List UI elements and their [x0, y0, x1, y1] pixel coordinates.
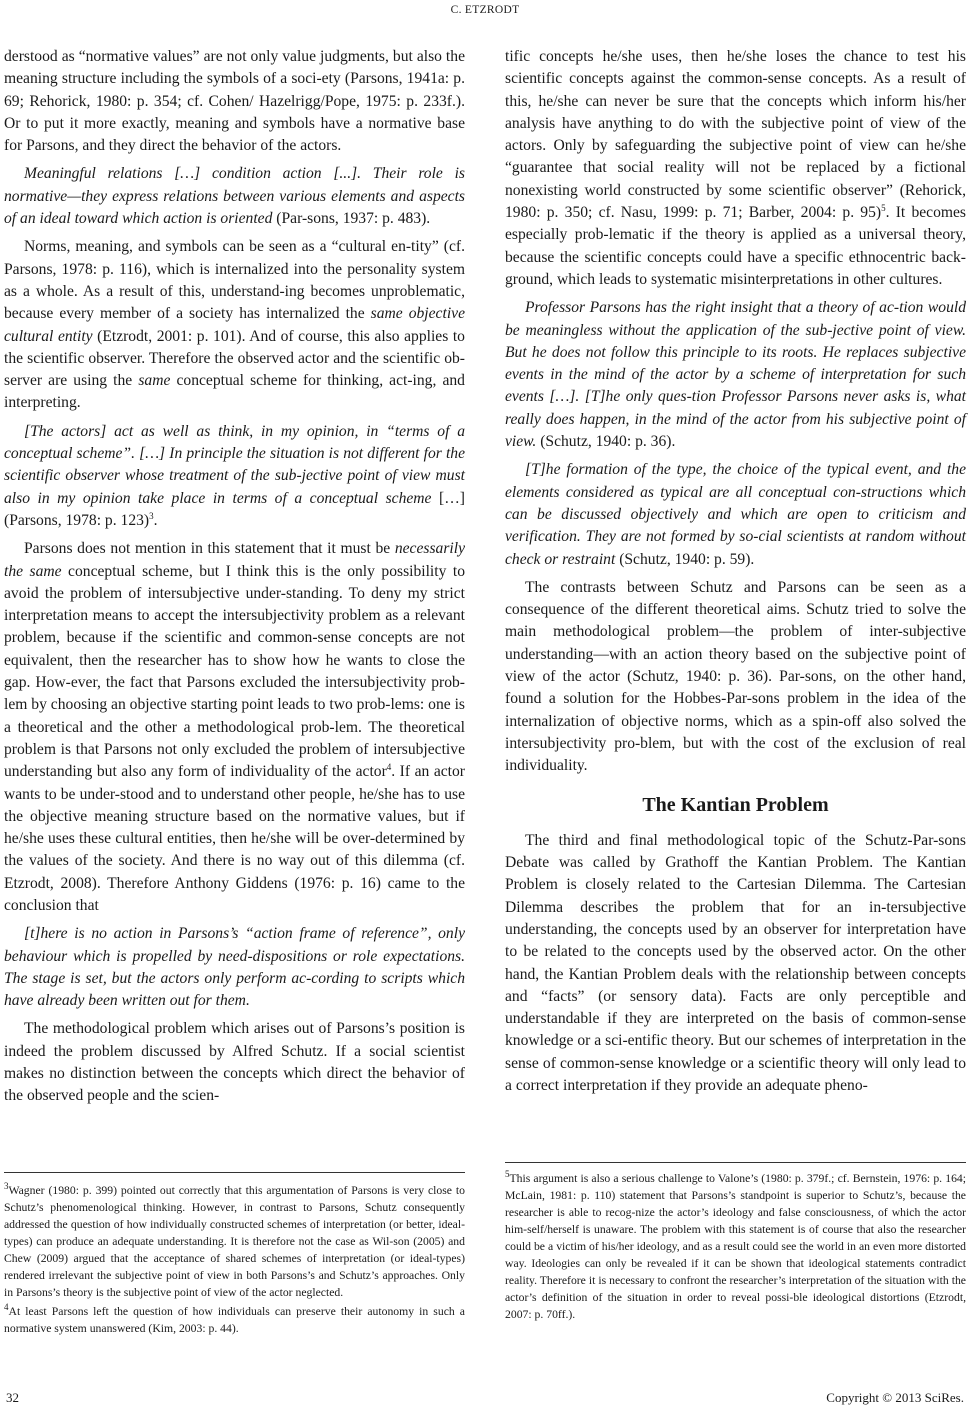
paragraph: Norms, meaning, and symbols can be seen as a “cultural en-tity” (cf. Parsons, 1978: p. 116), which is internalized into the personality system as a whole. As a result of this, understand-ing becomes unproblematic, because every member of a society has internalized the same objective cultural entity (Etzrodt, 2001: p. 101). And of course, this also applies to the scientific observer. Therefore the observed actor and the scientific ob-server are using the same conceptual scheme for thinking, act-ing, and interpreting.	[4, 238, 465, 412]
block-quote: [T]he formation of the type, the choice of the typical event, and the elements considered as typical are all conceptual con-structions which can be discussed objectively and which are open to criticism and verification. They are not formed by so-cial scientists at random without check or restraint (Schutz, 1940: p. 59).	[505, 461, 966, 568]
copyright: Copyright © 2013 SciRes.	[826, 1390, 964, 1405]
section-heading: The Kantian Problem	[642, 793, 829, 816]
paragraph: derstood as “normative values” are not only value judgments, but also the meaning structure including the symbols of a soci-ety (Parsons, 1941a: p. 69; Rehorick, 1980: p. 354; cf. Cohen/ Hazelrigg/Pope, 1975: p. 233f.). Or to put it more exactly, meaning and symbols have a normative base for Parsons, and they direct the behavior of the actors.	[4, 48, 465, 155]
page-number: 32	[6, 1390, 19, 1405]
paragraph: Parsons does not mention in this statement that it must be necessarily the same conceptual scheme, but I think this is the only possibility to avoid the problem of intersubjective under-standing. To deny my strict interpretation means to accept the intersubjectivity problem as a relevant problem, because if the scientific and common-sense concepts are not equivalent, then the researcher has to show how he wants to close the gap. How-ever, the fact that Parsons excluded the intersubjectivity prob-lem by choosing an objective starting point leads to two prob-lems: one is a theoretical and the other a methodological prob-lem. The theoretical problem is that Parsons not only excluded the problem of intersubjective understanding but also any form of individuality of the actor$^4$. If an actor wants to be under-stood and to understand other people, he/she has to use the objective meaning structure based on the normative values, but if he/she uses these cultural entities, then he/she will be over-determined by the values of the society. And there is no way out of this dilemma (cf. Etzrodt, 2008). Therefore Anthony Giddens (1976: p. 16) came to the conclusion that	[4, 540, 465, 914]
footnote-divider	[4, 1172, 465, 1173]
paragraph: tific concepts he/she uses, then he/she loses the chance to test his scientific concepts against the common-sense concepts. As a result of this, he/she can never be sure that the concepts which inform his/her analysis have anything to do with the subjective point of view of the actors. Only by safeguarding the subjective point of view can he/she “guarantee that social reality will not be replaced by a fictional nonexisting world constructed by some scientific observer” (Rehorick, 1980: p. 350; cf. Nasu, 1999: p. 71; Barber, 2004: p. 95)$^5$. It becomes especially prob-lematic if the theory is applied as a universal theory, because the scientific concepts could have a specific ethnocentric back-ground, which leads to systematic misinterpretations in other cultures.	[505, 48, 966, 288]
paragraph: The methodological problem which arises out of Parsons’s position is indeed the problem discussed by Alfred Schutz. If a social scientist makes no distinction between the concepts which direct the behavior of the observed people and the scien-	[4, 1020, 465, 1105]
paragraph: The third and final methodological topic of the Schutz-Par-sons Debate was called by Grathoff the Kantian Problem. The Kantian Problem is closely related to the Cartesian Dilemma. The Cartesian Dilemma describes the problem that for an in-tersubjective understanding, the concepts used by an observer for interpretation have to be related to the concepts used by the observed actor. On the other hand, the Kantian Problem deals with the relationship between concepts and “facts” (or sensory data). Facts are only perceptible and understandable if they are interpreted on the basis of common-sense knowledge or a sci-entific theory. But our schemes of interpretation in the sense of common-sense knowledge or a scientific theory will only lead to a correct interpretation if they provide an adequate pheno-	[505, 831, 966, 1095]
left-column	[4, 46, 465, 1114]
block-quote: Professor Parsons has the right insight that a theory of ac-tion would be meaningless without the application of the sub-jective point of view. But he does not follow this principle to its roots. He replaces subjective events in the mind of the actor by a scheme of interpretation for such events […]. [T]he only ques-tion Professor Parsons never asks is, what really does happen, in the mind of the actor from his subjective point of view. (Schutz, 1940: p. 36).	[505, 299, 966, 451]
footnote-5: $^5$This argument is also a serious challenge to Valone’s (1980: p. 379f.; cf. Bernstein, 1976: p. 164; McLain, 1981: p. 110) statement that Parsons’s standpoint is superior to Schutz’s, because the researcher is able to recog-nize the actor’s ideology and false consciousness, of which the actor him-self/herself is unaware. The problem with this statement is of course that also the researcher could be a victim of his/her ideology, and as a result could see the world in an even more distorted way. Ideologies can only be revealed if it can be shown that ideological statements contradict reality. Therefore it is necessary to confront the researcher’s interpretation of the situation with the actor’s definition of the situation in order to reveal possi-ble ideological distortions (Etzrodt, 2007: p. 70ff.).	[505, 1169, 966, 1321]
paragraph: The contrasts between Schutz and Parsons can be seen as a consequence of the different theoretical aims. Schutz tried to solve the main methodological problem—the problem of inter-subjective understanding—with an action theory based on the subjective point of view of the actor (Schutz, 1940: p. 36). Par-sons, on the other hand, found a solution for the Hobbes-Par-sons problem in the idea of the internalization of objective norms, which as a spin-off also solved the intersubjectivity pro-blem, but with the cost of the exclusion of real individuality.	[505, 578, 966, 775]
block-quote: [The actors] act as well as think, in my opinion, in “terms of a conceptual scheme”. […] In principle the situation is not different for the scientific observer whose treatment of the sub-jective point of view must also in my opinion take place in terms of a conceptual scheme […] (Parsons, 1978: p. 123)$^3$.	[4, 422, 465, 529]
right-column	[505, 46, 966, 1103]
footnote-ref[interactable]: 3	[149, 510, 154, 521]
footnote-4: $^4$At least Parsons left the question of how individuals can preserve their autonomy in such a normative system unanswered (Kim, 2003: p. 44).	[4, 1302, 465, 1335]
footnotes-right	[505, 1170, 966, 1325]
footnotes-left	[4, 1182, 465, 1339]
block-quote: [t]here is no action in Parsons’s “action frame of reference”, only behaviour which is propelled by need-dispositions or role expectations. The stage is set, but the actors only perform ac-cording to scripts which have already been written out for them.	[4, 925, 465, 1010]
block-quote: Meaningful relations […] condition action [...]. Their role is normative—they express relations between various elements and aspects of an ideal toward which action is oriented (Par-sons, 1937: p. 483).	[4, 165, 465, 228]
footnote-3: $^3$Wagner (1980: p. 399) pointed out correctly that this argumentation of Parsons is very close to Schutz’s phenomenological thinking. However, in contrast to Parsons, Schutz consequently addressed the question of how individually constructed schemes of interpretation (or better, ideal-types) can produce an adequate understanding. It is therefore not the case as Wil-son (2005) and Chew (2009) argued that the acceptance of shared schemes of interpretation (or ideal-types) rendered irrelevant the subjective point of view in both Parsons’s and Schutz’s approaches. Only in Parsons’s theory is the subjective point of view of the actor neglected.	[4, 1181, 465, 1299]
footnote-ref[interactable]: 4	[386, 762, 392, 773]
footnote-ref[interactable]: 5	[881, 202, 886, 213]
running-head: C. ETZRODT	[450, 4, 520, 16]
footnote-divider	[505, 1162, 966, 1163]
